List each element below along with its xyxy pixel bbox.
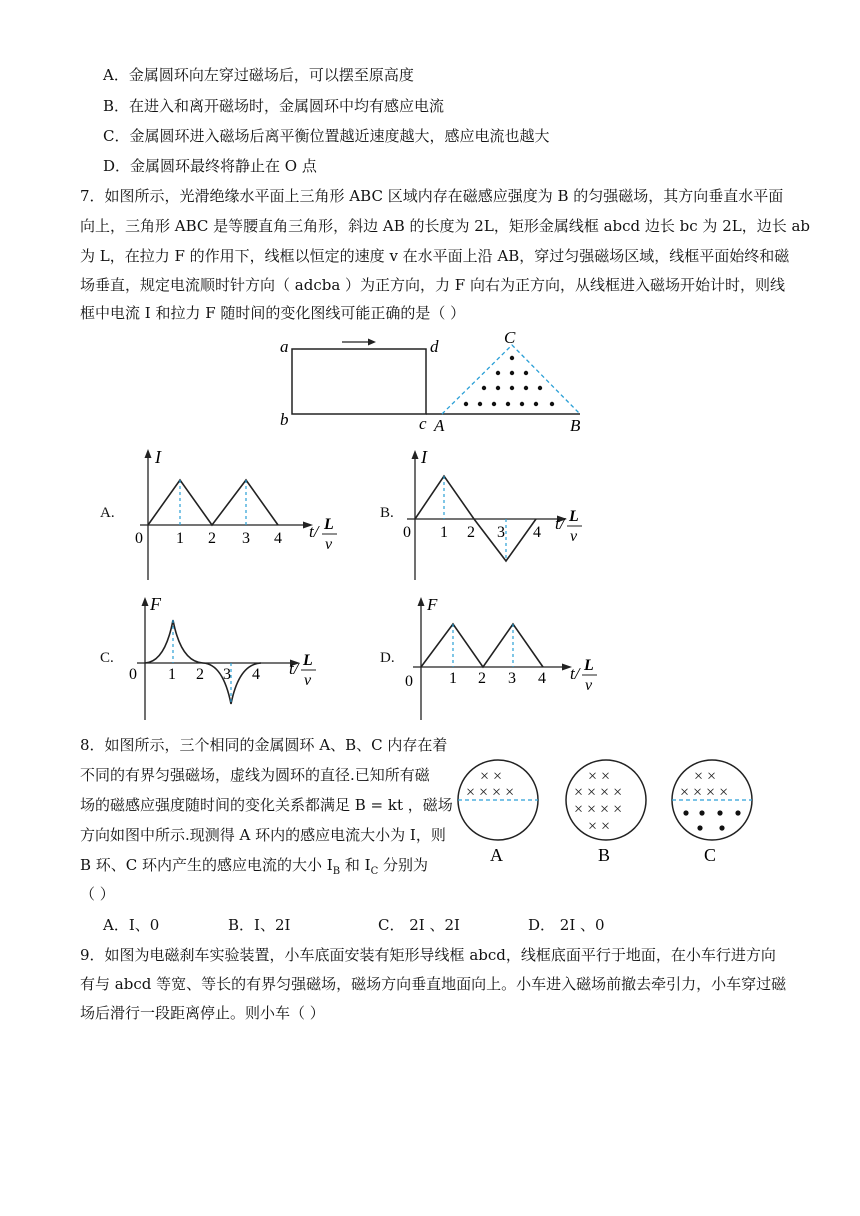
q8-line-1: 8．如图所示，三个相同的金属圆环 A、B、C 内存在着	[80, 736, 448, 754]
graph-b	[395, 445, 620, 585]
svg-text:× ×: × ×	[588, 818, 611, 835]
svg-text:0: 0	[403, 524, 411, 541]
svg-text:4: 4	[538, 670, 546, 687]
svg-text:A: A	[490, 845, 503, 865]
svg-text:3: 3	[508, 670, 516, 687]
q6-option-c: C．金属圆环进入磁场后离平衡位置越近速度越大，感应电流也越大	[103, 127, 550, 145]
q7-line-3: 为 L，在拉力 F 的作用下，线框以恒定的速度 v 在水平面上沿 AB，穿过匀强磁场区域，线框平面始终和磁	[80, 247, 790, 265]
q8-option-d: D． 2I 、0	[528, 916, 605, 934]
q9-line-2: 有与 abcd 等宽、等长的有界匀强磁场，磁场方向垂直地面向上。小车进入磁场前撤去牵引力，小车穿过磁	[80, 975, 787, 993]
svg-text:× × × ×: × × × ×	[680, 784, 729, 801]
q7-setup-figure	[270, 325, 600, 440]
q8-option-b: B．I、2I	[228, 916, 291, 934]
svg-text:C: C	[704, 845, 717, 865]
graph-d	[395, 590, 620, 725]
svg-text:1: 1	[440, 524, 448, 541]
svg-text:1: 1	[168, 666, 176, 683]
svg-text:× × × ×: × × × ×	[574, 784, 623, 801]
svg-text:v: v	[325, 536, 333, 553]
svg-text:t/: t/	[309, 522, 319, 541]
svg-text:v: v	[570, 528, 578, 545]
svg-text:2: 2	[208, 530, 216, 547]
svg-text:× × × ×: × × × ×	[466, 784, 515, 801]
q9-line-1: 9．如图为电磁刹车实验装置，小车底面安装有矩形导线框 abcd，线框底面平行于地面，在小车行进方向	[80, 946, 776, 964]
corner-a: a	[280, 337, 289, 356]
q6-option-a: A．金属圆环向左穿过磁场后，可以摆至原高度	[103, 66, 414, 84]
svg-text:3: 3	[223, 666, 231, 683]
corner-C: C	[504, 328, 516, 347]
svg-text:t/: t/	[289, 659, 299, 678]
svg-text:× ×: × ×	[694, 768, 717, 785]
svg-text:3: 3	[497, 524, 505, 541]
svg-text:t/: t/	[555, 514, 565, 533]
svg-text:2: 2	[196, 666, 204, 683]
q8-line-4: 方向如图中所示.现测得 A 环内的感应电流大小为 I，则	[80, 826, 446, 844]
q8-rings-figure	[450, 755, 800, 870]
corner-d: d	[430, 337, 439, 356]
svg-text:1: 1	[449, 670, 457, 687]
q7-line-5: 框中电流 I 和拉力 F 随时间的变化图线可能正确的是（ ）	[80, 304, 466, 322]
corner-B: B	[570, 416, 581, 435]
corner-A: A	[434, 416, 445, 435]
graph-d-label: D.	[380, 650, 395, 666]
graph-b-label: B.	[380, 505, 394, 521]
svg-text:2: 2	[478, 670, 486, 687]
q6-option-d: D．金属圆环最终将静止在 O 点	[103, 157, 317, 175]
svg-text:I: I	[155, 447, 161, 467]
svg-text:4: 4	[252, 666, 260, 683]
svg-text:L: L	[569, 508, 579, 525]
q7-line-4: 场垂直，规定电流顺时针方向（ adcba ）为正方向，力 F 向右为正方向，从线框进入磁场开始计时，则线	[80, 276, 785, 294]
svg-text:t/: t/	[570, 664, 580, 683]
q7-line-1: 7．如图所示，光滑绝缘水平面上三角形 ABC 区域内存在磁感应强度为 B 的匀强磁场，其方向垂直水平面	[80, 187, 784, 205]
q8-line-6: （ ）	[80, 885, 115, 903]
svg-text:3: 3	[242, 530, 250, 547]
q8-option-c: C． 2I 、2I	[378, 916, 460, 934]
q6-option-b: B．在进入和离开磁场时，金属圆环中均有感应电流	[103, 97, 445, 115]
q9-line-3: 场后滑行一段距离停止。则小车（ ）	[80, 1004, 325, 1022]
svg-text:1: 1	[176, 530, 184, 547]
svg-text:2: 2	[467, 524, 475, 541]
svg-text:0: 0	[129, 666, 137, 683]
svg-text:I: I	[421, 447, 427, 467]
svg-text:L: L	[303, 652, 313, 669]
svg-text:F: F	[427, 595, 438, 614]
q8-option-a: A．I、0	[103, 916, 160, 934]
graph-a	[125, 445, 350, 585]
svg-text:L: L	[324, 516, 334, 533]
svg-text:F: F	[150, 594, 161, 614]
svg-text:4: 4	[533, 524, 541, 541]
svg-text:× ×: × ×	[588, 768, 611, 785]
graph-c-label: C.	[100, 650, 114, 666]
q7-line-2: 向上，三角形 ABC 是等腰直角三角形，斜边 AB 的长度为 2L，矩形金属线框 abcd 边长 bc 为 2L，边长 ab	[80, 217, 811, 235]
svg-text:B: B	[598, 845, 611, 865]
svg-text:0: 0	[135, 530, 143, 547]
graph-a-label: A.	[100, 505, 115, 521]
svg-text:L: L	[584, 657, 594, 674]
svg-text:v: v	[585, 677, 593, 694]
q8-line-3: 场的磁感应强度随时间的变化关系都满足 B = kt ，磁场	[80, 796, 453, 814]
corner-c: c	[419, 414, 427, 433]
svg-text:4: 4	[274, 530, 282, 547]
svg-text:v: v	[304, 672, 312, 689]
q8-line-2: 不同的有界匀强磁场，虚线为圆环的直径.已知所有磁	[80, 766, 430, 784]
svg-text:0: 0	[405, 673, 413, 690]
graph-c	[125, 590, 350, 725]
svg-text:× ×: × ×	[480, 768, 503, 785]
svg-text:× × × ×: × × × ×	[574, 801, 623, 818]
corner-b: b	[280, 410, 289, 429]
q8-line-5: B 环、C 环内产生的感应电流的大小 $I_B$ 和 $I_C$ 分别为	[80, 856, 428, 877]
